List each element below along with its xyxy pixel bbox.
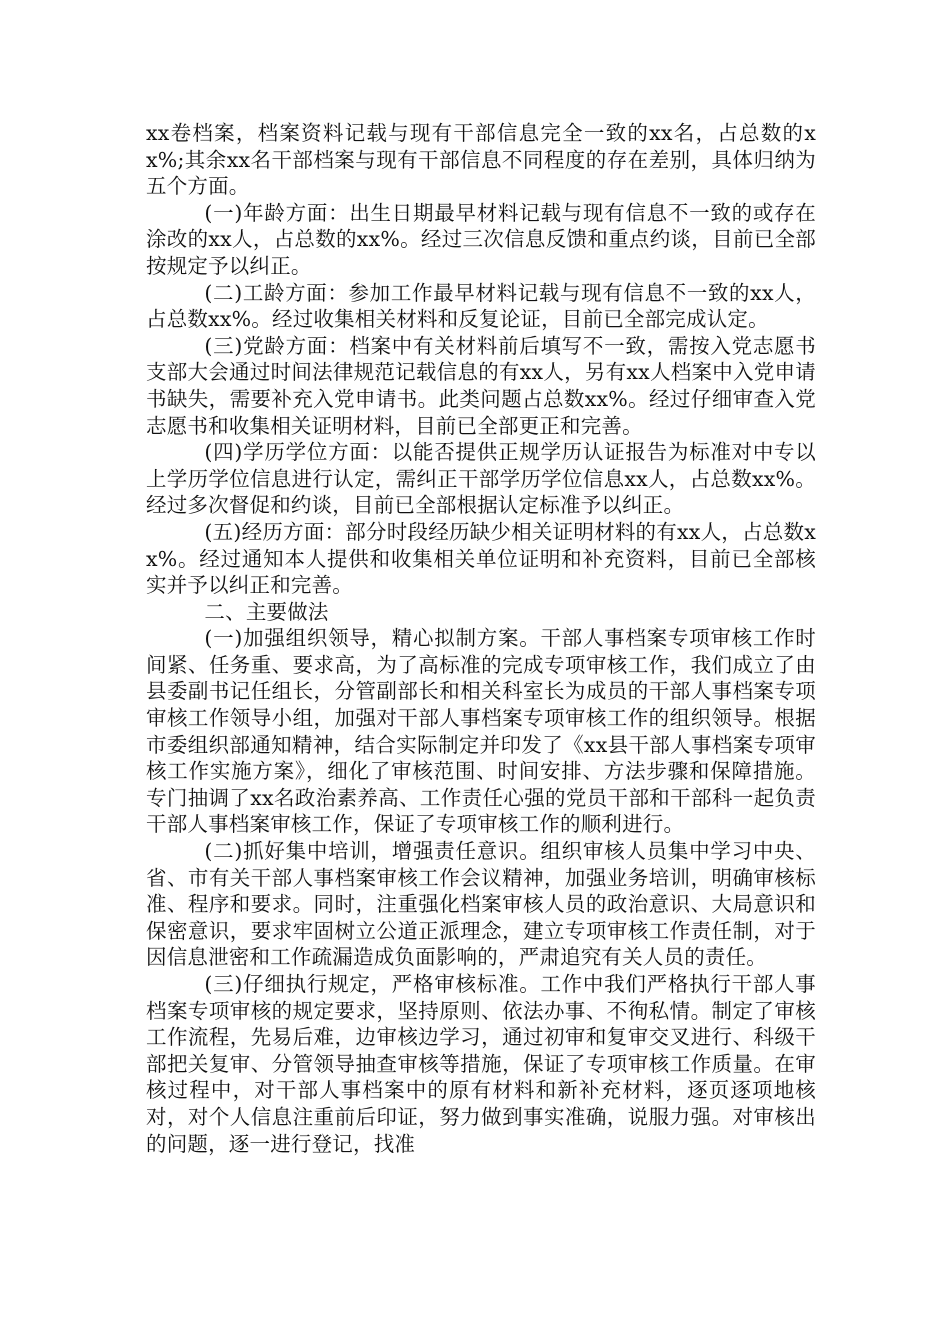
paragraph-party-years: (三)党龄方面：档案中有关材料前后填写不一致，需按入党志愿书支部大会通过时间法律规范记载信息的有xx人，另有xx人档案中入党申请书缺失，需要补充入党申请书。此类问题占总数xx%。经过仔细审查入党志愿书和收集相关证明材料，目前已全部更正和完善。	[146, 333, 816, 438]
section-heading: 二、主要做法	[204, 599, 329, 624]
paragraph-leadership: (一)加强组织领导，精心拟制方案。干部人事档案专项审核工作时间紧、任务重、要求高，为了高标准的完成专项审核工作，我们成立了由县委副书记任组长，分管副部长和相关科室长为成员的干部人事档案专项审核工作领导小组，加强对干部人事档案专项审核工作的组织领导。根据市委组织部通知精神，结合实际制定并印发了《xx县干部人事档案专项审核工作实施方案》，细化了审核范围、时间安排、方法步骤和保障措施。专门抽调了xx名政治素养高、工作责任心强的党员干部和干部科一起负责干部人事档案审核工作，保证了专项审核工作的顺利进行。	[146, 626, 816, 837]
paragraph-training: (二)抓好集中培训，增强责任意识。组织审核人员集中学习中央、省、市有关干部人事档案审核工作会议精神，加强业务培训，明确审核标准、程序和要求。同时，注重强化档案审核人员的政治意识、大局意识和保密意识，要求牢固树立公道正派理念，建立专项审核工作责任制，对于因信息泄密和工作疏漏造成负面影响的，严肃追究有关人员的责任。	[146, 839, 816, 970]
paragraph-work-years: (二)工龄方面：参加工作最早材料记载与现有信息不一致的xx人，占总数xx%。经过收集相关材料和反复论证，目前已全部完成认定。	[146, 280, 816, 332]
paragraph-education: (四)学历学位方面：以能否提供正规学历认证报告为标准对中专以上学历学位信息进行认定，需纠正干部学历学位信息xx人，占总数xx%。经过多次督促和约谈，目前已全部根据认定标准予以纠正。	[146, 440, 816, 518]
paragraph-age: (一)年龄方面：出生日期最早材料记载与现有信息不一致的或存在涂改的xx人，占总数的xx%。经过三次信息反馈和重点约谈，目前已全部按规定予以纠正。	[146, 200, 816, 278]
document-body	[146, 120, 816, 1157]
paragraph-experience: (五)经历方面：部分时段经历缺少相关证明材料的有xx人，占总数xx%。经过通知本人提供和收集相关单位证明和补充资料，目前已全部核实并予以纠正和完善。	[146, 519, 816, 598]
paragraph-standards: (三)仔细执行规定，严格审核标准。工作中我们严格执行干部人事档案专项审核的规定要求，坚持原则、依法办事、不徇私情。制定了审核工作流程，先易后难，边审核边学习，通过初审和复审交叉进行、科级干部把关复审、分管领导抽查审核等措施，保证了专项审核工作质量。在审核过程中，对干部人事档案中的原有材料和新补充材料，逐页逐项地核对，对个人信息注重前后印证，努力做到事实准确，说服力强。对审核出的问题，逐一进行登记，找准	[146, 972, 816, 1156]
paragraph: xx卷档案，档案资料记载与现有干部信息完全一致的xx名，占总数的xx%;其余xx名干部档案与现有干部信息不同程度的存在差别，具体归纳为五个方面。	[146, 121, 816, 199]
